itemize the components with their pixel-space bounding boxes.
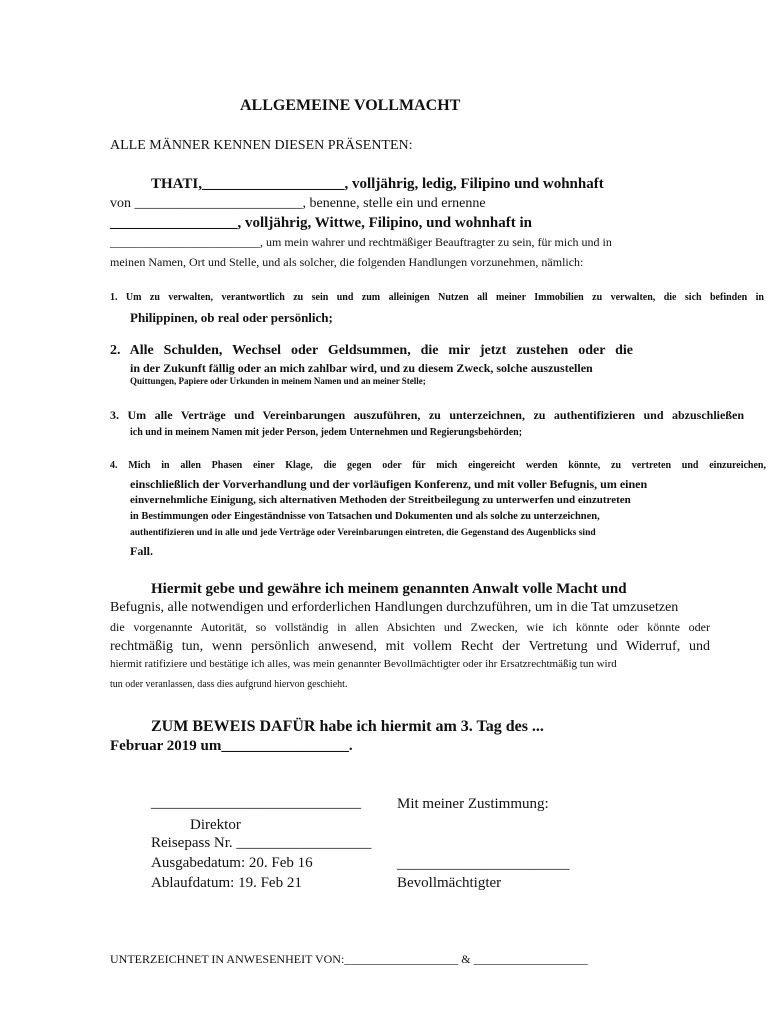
intro-line-2: von ________________________, benenne, stelle ein und ernenne — [110, 196, 486, 211]
item-1-line-1: 1. Um zu verwalten, verantwortlich zu sein und zum alleinigen Nutzen all meiner Immobilien zu verwalten, die sich befinden in — [110, 292, 764, 303]
item-3-line-2: ich und in meinem Namen mit jeder Person, jedem Unternehmen und Regierungsbehörden; — [130, 427, 523, 438]
intro-line-3: _________________, volljährig, Wittwe, Filipino, und wohnhaft in — [110, 215, 533, 231]
item-1-line-2: Philippinen, ob real oder persönlich; — [130, 310, 333, 325]
item-4-line-1: 4. Mich in allen Phasen einer Klage, die gegen oder für mich eingereicht werden könnte, zu vertreten und einzureichen, — [110, 460, 766, 471]
signature-line-attorney: _______________________ — [397, 856, 570, 872]
intro-line-5: meinen Namen, Ort und Stelle, und als solcher, die folgenden Handlungen vorzunehmen, nämlich: — [110, 255, 584, 269]
issue-date: Ausgabedatum: 20. Feb 16 — [151, 855, 313, 871]
item-4-line-4: in Bestimmungen oder Eingeständnisse von Tatsachen und Dokumenten und als solche zu unterzeichnen, — [130, 511, 600, 522]
expiry-date: Ablaufdatum: 19. Feb 21 — [151, 875, 302, 891]
intro-line-1: THATI,___________________, volljährig, ledig, Filipino und wohnhaft — [151, 176, 604, 192]
grant-line-2: Befugnis, alle notwendigen und erforderlichen Handlungen durchzuführen, um in die Tat umzusetzen — [110, 600, 679, 615]
grant-line-5: hiermit ratifiziere und bestätige ich alles, was mein genannter Bevollmächtigter oder ihr Ersatzrechtmäßig tun wird — [110, 658, 617, 670]
signed-in-presence-line: UNTERZEICHNET IN ANWESENHEIT VON:___________________ & ___________________ — [110, 952, 588, 966]
witness-line-2: Februar 2019 um_________________. — [110, 738, 353, 754]
grant-line-6: tun oder veranlassen, dass dies aufgrund hiervon geschieht. — [110, 679, 348, 690]
item-2-line-3: Quittungen, Papiere oder Urkunden in meinem Namen und an meiner Stelle; — [130, 376, 426, 386]
item-2-line-1: 2. Alle Schulden, Wechsel oder Geldsummen, die mir jetzt zustehen oder die — [110, 343, 633, 358]
document-title: ALLGEMEINE VOLLMACHT — [240, 97, 461, 114]
witness-line-1: ZUM BEWEIS DAFÜR habe ich hiermit am 3. Tag des ... — [151, 718, 544, 735]
item-4-line-3: einvernehmliche Einigung, sich alternativen Methoden der Streitbeilegung zu unterwerfen und einzutreten — [130, 494, 631, 506]
item-4-line-2: einschließlich der Vorverhandlung und der vorläufigen Konferenz, und mit voller Befugnis, um einen — [130, 477, 648, 491]
grant-line-1: Hiermit gebe und gewähre ich meinem genannten Anwalt volle Macht und — [151, 581, 627, 597]
signature-line-principal: ____________________________ — [151, 795, 361, 811]
grant-line-4: rechtmäßig tun, wenn persönlich anwesend, mit vollem Recht der Vertretung und Widerruf, und — [110, 639, 710, 654]
consent-label: Mit meiner Zustimmung: — [397, 796, 549, 812]
item-4-line-6: Fall. — [130, 544, 153, 558]
signer-role: Direktor — [190, 817, 241, 833]
passport-number: Reisepass Nr. __________________ — [151, 835, 372, 851]
intro-line-4: _________________________, um mein wahrer und rechtmäßiger Beauftragter zu sein, für mich und in — [110, 235, 612, 249]
item-3-line-1: 3. Um alle Verträge und Vereinbarungen auszuführen, zu unterzeichnen, zu authentifizieren und abzuschließen — [110, 408, 744, 422]
item-2-line-2: in der Zukunft fällig oder an mich zahlbar wird, und zu diesem Zweck, solche auszustellen — [130, 361, 593, 375]
grant-line-3: die vorgenannte Autorität, so vollständig in allen Absichten und Zwecken, wie ich könnte oder könnte oder — [110, 620, 710, 634]
salutation: ALLE MÄNNER KENNEN DIESEN PRÄSENTEN: — [110, 138, 413, 153]
attorney-label: Bevollmächtigter — [397, 875, 502, 891]
item-4-line-5: authentifizieren und in alle und jede Verträge oder Vereinbarungen eintreten, die Gegenstand des Augenblicks sind — [130, 528, 596, 538]
